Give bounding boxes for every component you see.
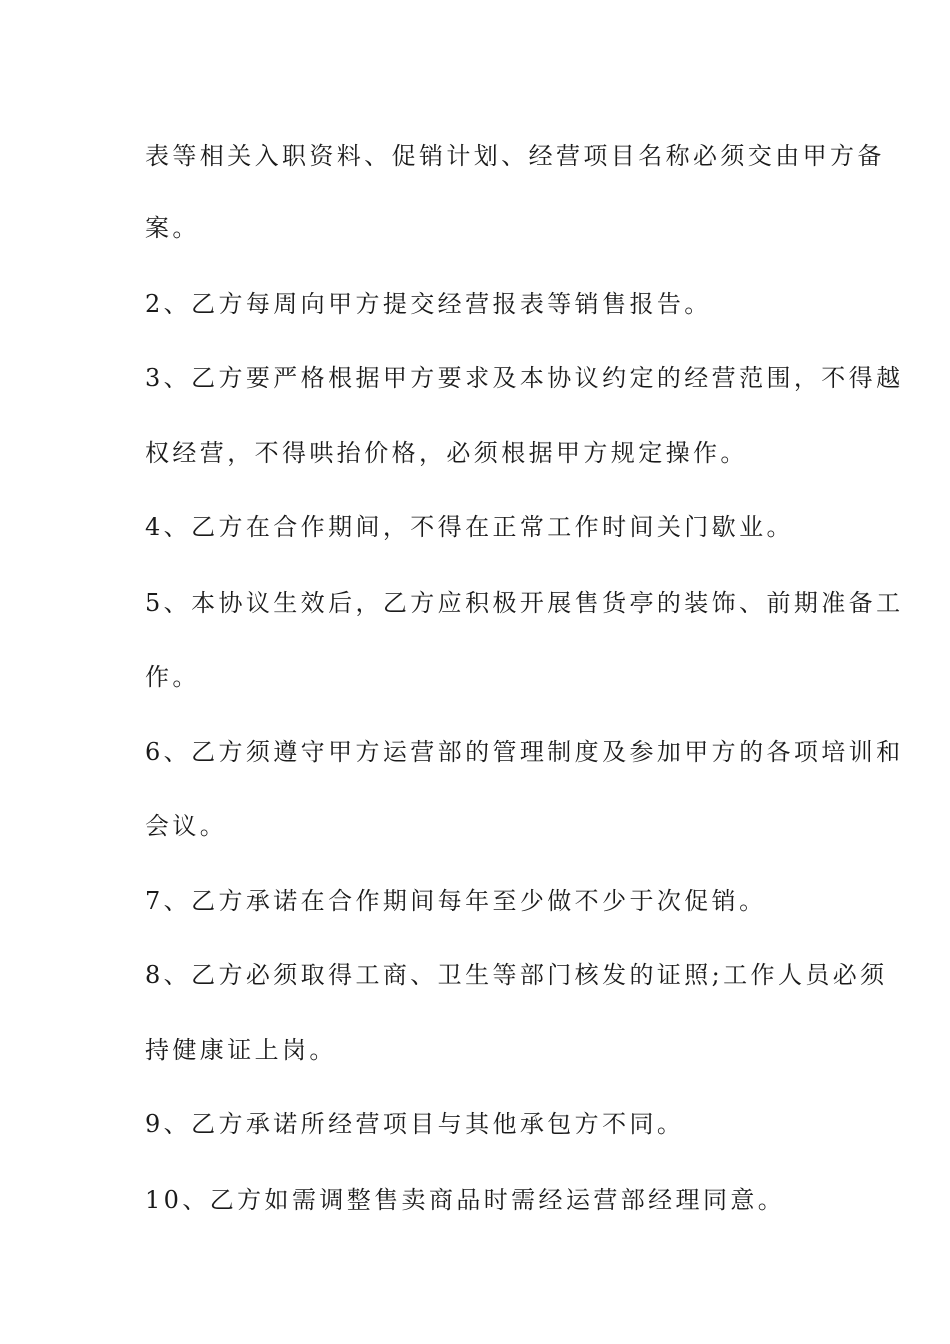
text-line: 7、乙方承诺在合作期间每年至少做不少于次促销。 — [145, 887, 767, 915]
text-line: 5、本协议生效后，乙方应积极开展售货亭的装饰、前期准备工 — [145, 589, 904, 617]
text-line: 8、乙方必须取得工商、卫生等部门核发的证照;工作人员必须 — [145, 961, 888, 989]
text-line: 表等相关入职资料、促销计划、经营项目名称必须交由甲方备 — [145, 142, 885, 170]
text-line: 6、乙方须遵守甲方运营部的管理制度及参加甲方的各项培训和 — [145, 738, 904, 766]
text-line: 案。 — [145, 214, 200, 242]
text-line: 4、乙方在合作期间，不得在正常工作时间关门歇业。 — [145, 513, 794, 541]
text-line: 2、乙方每周向甲方提交经营报表等销售报告。 — [145, 290, 712, 318]
text-line: 9、乙方承诺所经营项目与其他承包方不同。 — [145, 1110, 685, 1138]
text-line: 3、乙方要严格根据甲方要求及本协议约定的经营范围，不得越 — [145, 364, 904, 392]
text-line: 持健康证上岗。 — [145, 1036, 337, 1064]
text-line: 会议。 — [145, 812, 228, 840]
text-line: 权经营，不得哄抬价格，必须根据甲方规定操作。 — [145, 439, 748, 467]
text-line: 10、乙方如需调整售卖商品时需经运营部经理同意。 — [145, 1186, 786, 1214]
text-line: 作。 — [145, 663, 200, 691]
